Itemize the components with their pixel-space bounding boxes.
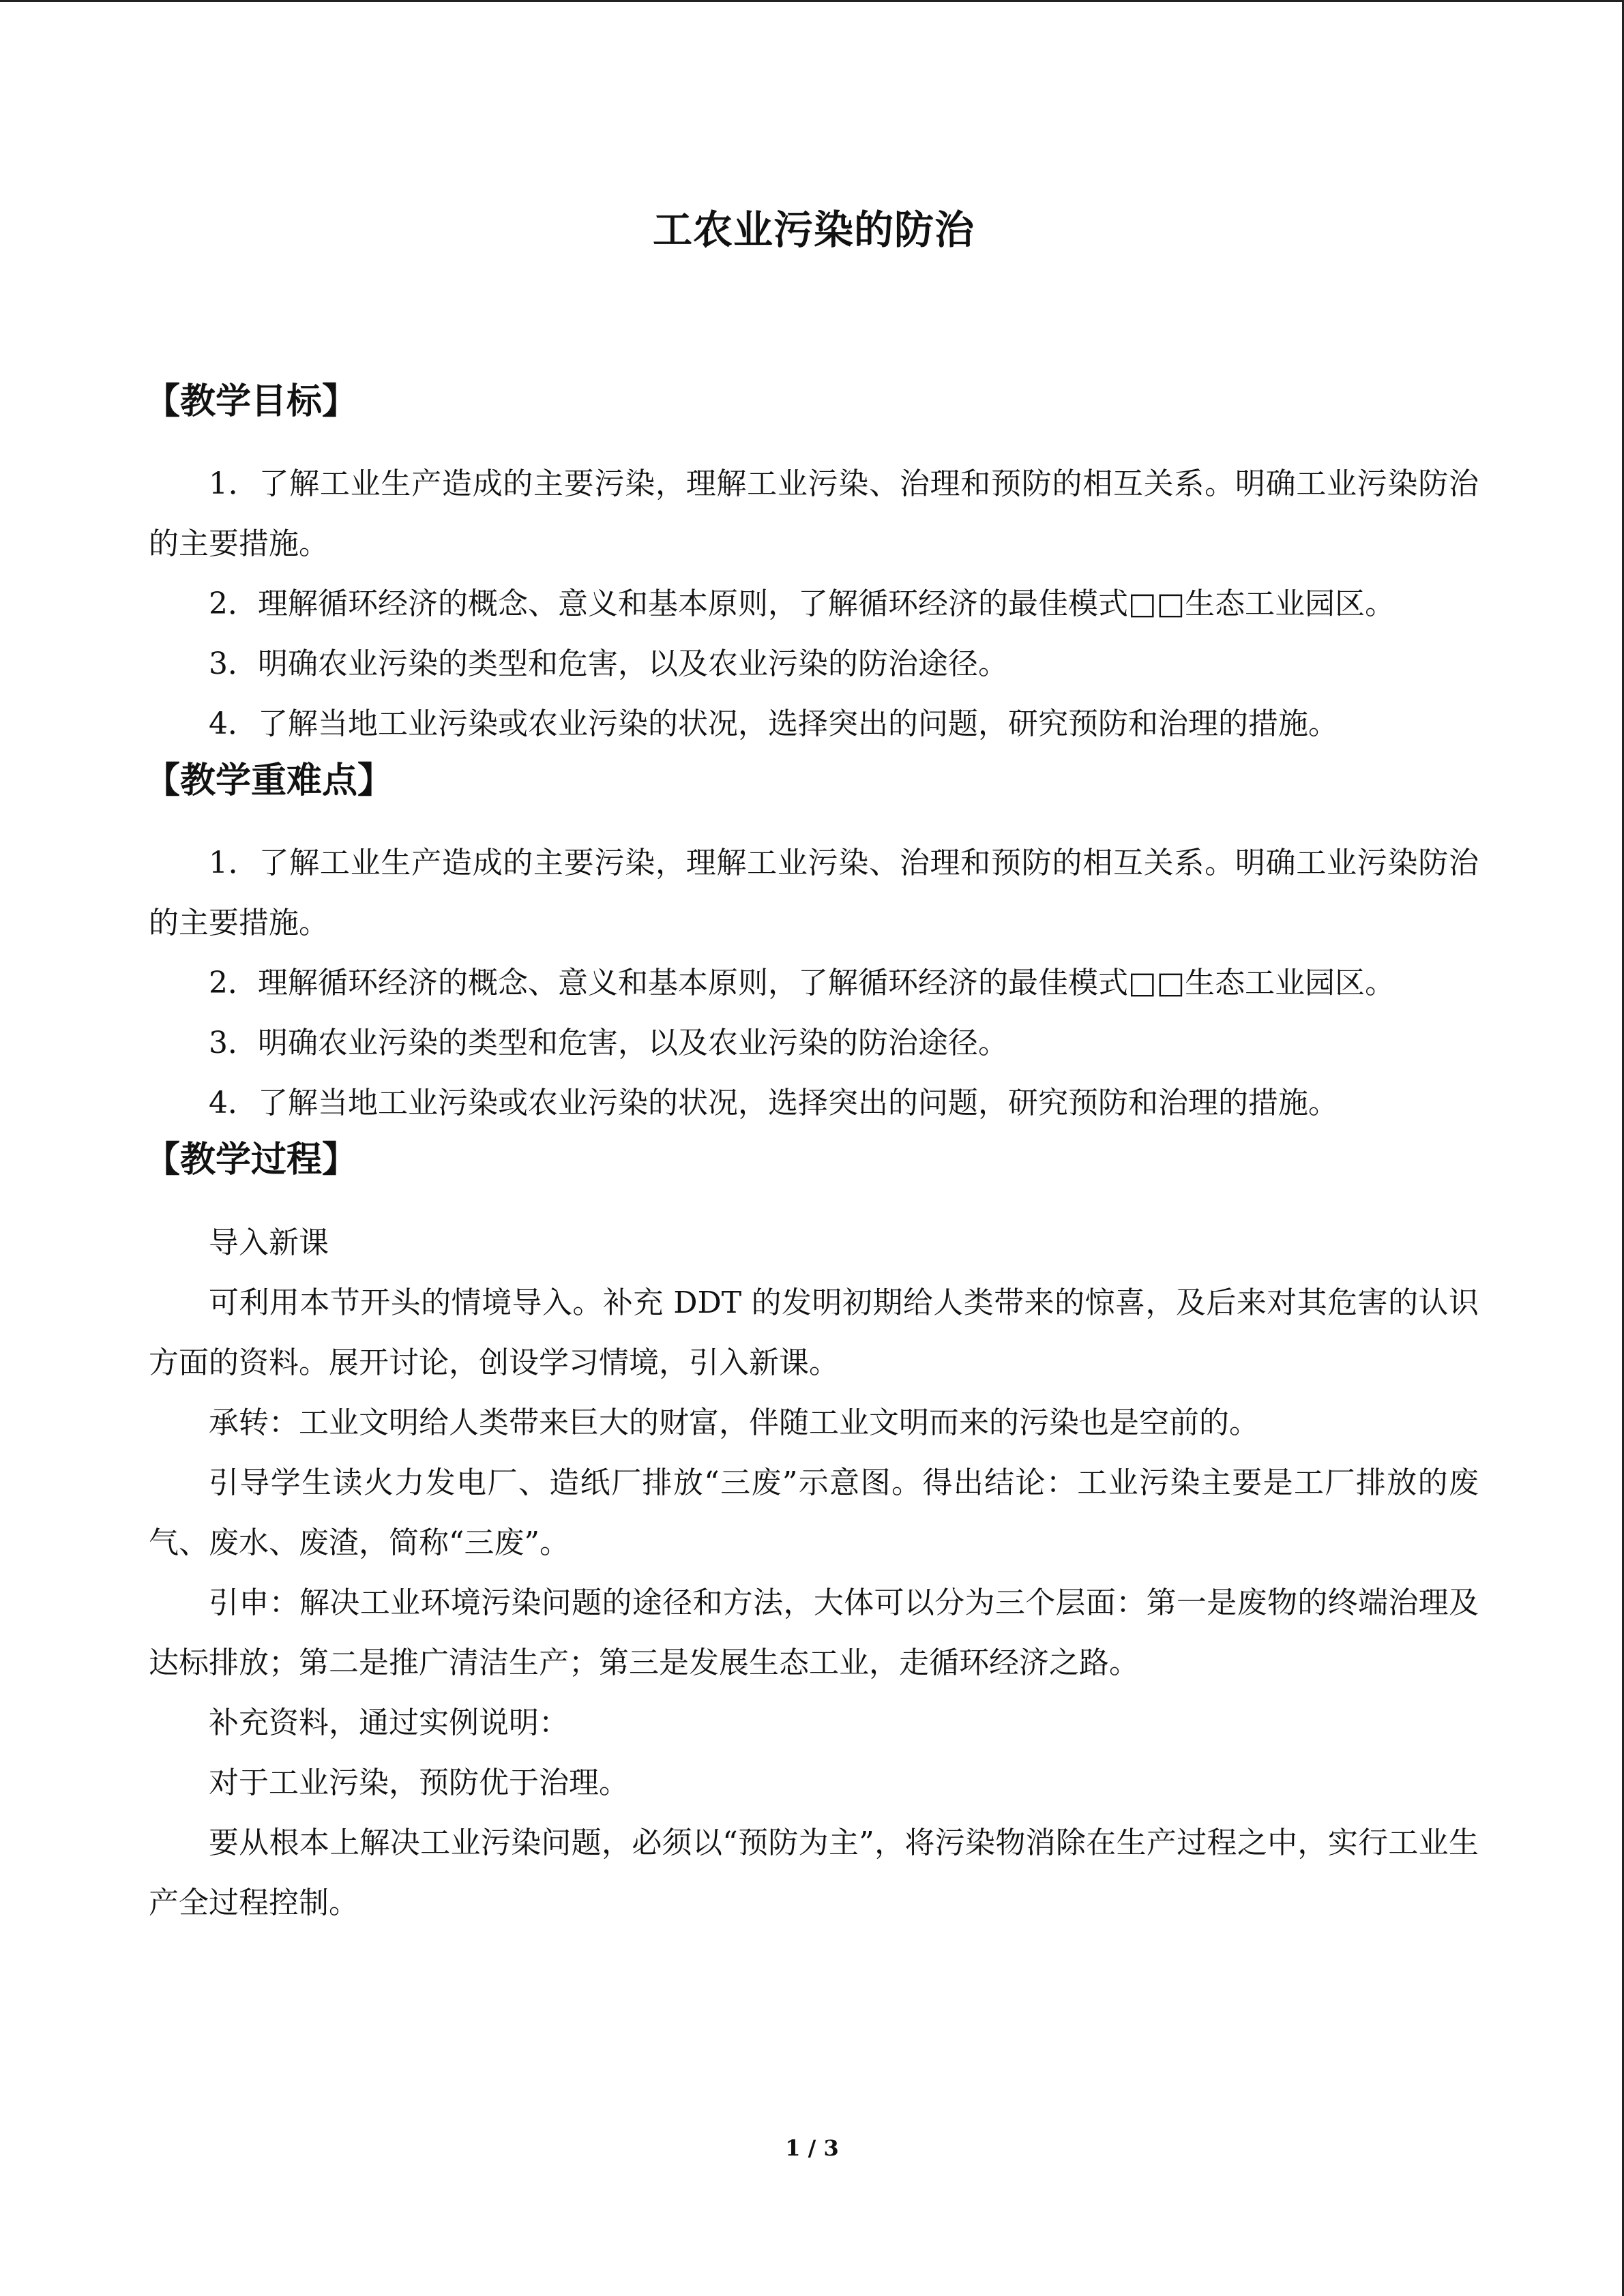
paragraph: 1．了解工业生产造成的主要污染，理解工业污染、治理和预防的相互关系。明确工业污染防治的主要措施。 (149, 466, 1479, 561)
paragraph: 2．理解循环经济的概念、意义和基本原则，了解循环经济的最佳模式□□生态工业园区。 (209, 966, 1396, 1001)
paragraph: 4．了解当地工业污染或农业污染的状况，选择突出的问题，研究预防和治理的措施。 (209, 706, 1338, 741)
paragraph: 3．明确农业污染的类型和危害，以及农业污染的防治途径。 (209, 1026, 1008, 1061)
paragraph: 引导学生读火力发电厂、造纸厂排放“三废”示意图。得出结论：工业污染主要是工厂排放的废气、废水、废渣，简称“三废”。 (149, 1465, 1479, 1560)
paragraph: 要从根本上解决工业污染问题，必须以“预防为主”，将污染物消除在生产过程之中，实行工业生产全过程控制。 (149, 1825, 1479, 1920)
paragraph: 2．理解循环经济的概念、意义和基本原则，了解循环经济的最佳模式□□生态工业园区。 (209, 586, 1396, 621)
document-title: 工农业污染的防治 (652, 207, 975, 253)
paragraph: 引申：解决工业环境污染问题的途径和方法，大体可以分为三个层面：第一是废物的终端治理及达标排放；第二是推广清洁生产；第三是发展生态工业，走循环经济之路。 (149, 1585, 1479, 1680)
paragraph: 承转：工业文明给人类带来巨大的财富，伴随工业文明而来的污染也是空前的。 (209, 1405, 1259, 1440)
page-number: 1 / 3 (785, 2135, 839, 2161)
paragraph: 导入新课 (209, 1225, 329, 1260)
section-heading: 【教学目标】 (145, 380, 358, 422)
paragraph: 补充资料，通过实例说明： (209, 1705, 569, 1740)
paragraph: 可利用本节开头的情境导入。补充 DDT 的发明初期给人类带来的惊喜，及后来对其危害的认识方面的资料。展开讨论，创设学习情境，引入新课。 (149, 1285, 1479, 1380)
paragraph: 1．了解工业生产造成的主要污染，理解工业污染、治理和预防的相互关系。明确工业污染防治的主要措施。 (149, 846, 1479, 941)
section-key-difficulties (145, 759, 1479, 1133)
section-teaching-objectives (145, 380, 1479, 754)
paragraph: 对于工业污染，预防优于治理。 (209, 1765, 629, 1800)
section-teaching-process (145, 1139, 1479, 1933)
section-heading: 【教学重难点】 (145, 759, 394, 801)
paragraph: 4．了解当地工业污染或农业污染的状况，选择突出的问题，研究预防和治理的措施。 (209, 1086, 1338, 1121)
section-heading: 【教学过程】 (145, 1139, 358, 1181)
document-content (145, 207, 1479, 1933)
paragraph: 3．明确农业污染的类型和危害，以及农业污染的防治途径。 (209, 646, 1008, 681)
